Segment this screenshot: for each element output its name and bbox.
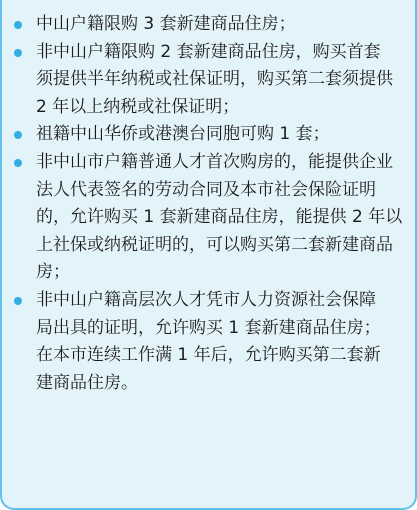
item-text-line: 在本市连续工作满 1 年后，允许购买第二套新 [36, 345, 381, 366]
item-text-line: 非中山户籍限购 2 套新建商品住房，购买首套 [36, 41, 381, 62]
list-item [2, 149, 415, 287]
bullet-dot-icon [14, 159, 22, 167]
item-text-line: 的，允许购买 1 套新建商品住房，能提供 2 年以 [36, 207, 403, 228]
item-text-line: 建商品住房。 [36, 372, 138, 393]
list-item [2, 39, 415, 122]
list-item [2, 287, 415, 397]
item-text-line: 非中山市户籍普通人才首次购房的，能提供企业 [36, 151, 393, 172]
item-text-line: 祖籍中山华侨或港澳台同胞可购 1 套； [36, 124, 330, 145]
item-text-line: 须提供半年纳税或社保证明，购买第二套须提供 [36, 69, 393, 90]
bullet-dot-icon [14, 21, 22, 29]
bullet-dot-icon [14, 131, 22, 139]
bullet-dot-icon [14, 49, 22, 57]
item-text-line: 非中山户籍高层次人才凭市人力资源社会保障 [36, 289, 376, 310]
list-item [2, 121, 415, 149]
list-item [2, 11, 415, 39]
item-text-line: 中山户籍限购 3 套新建商品住房； [36, 14, 296, 34]
item-text-line: 法人代表签名的劳动合同及本市社会保险证明 [36, 179, 376, 200]
item-text-line: 局出具的证明，允许购买 1 套新建商品住房； [36, 317, 381, 338]
item-text-line: 上社保或纳税证明的，可以购买第二套新建商品 [36, 234, 393, 255]
bullet-dot-icon [14, 297, 22, 305]
item-text-line: 房； [36, 262, 70, 283]
item-text-line: 2 年以上纳税或社保证明； [36, 96, 240, 117]
